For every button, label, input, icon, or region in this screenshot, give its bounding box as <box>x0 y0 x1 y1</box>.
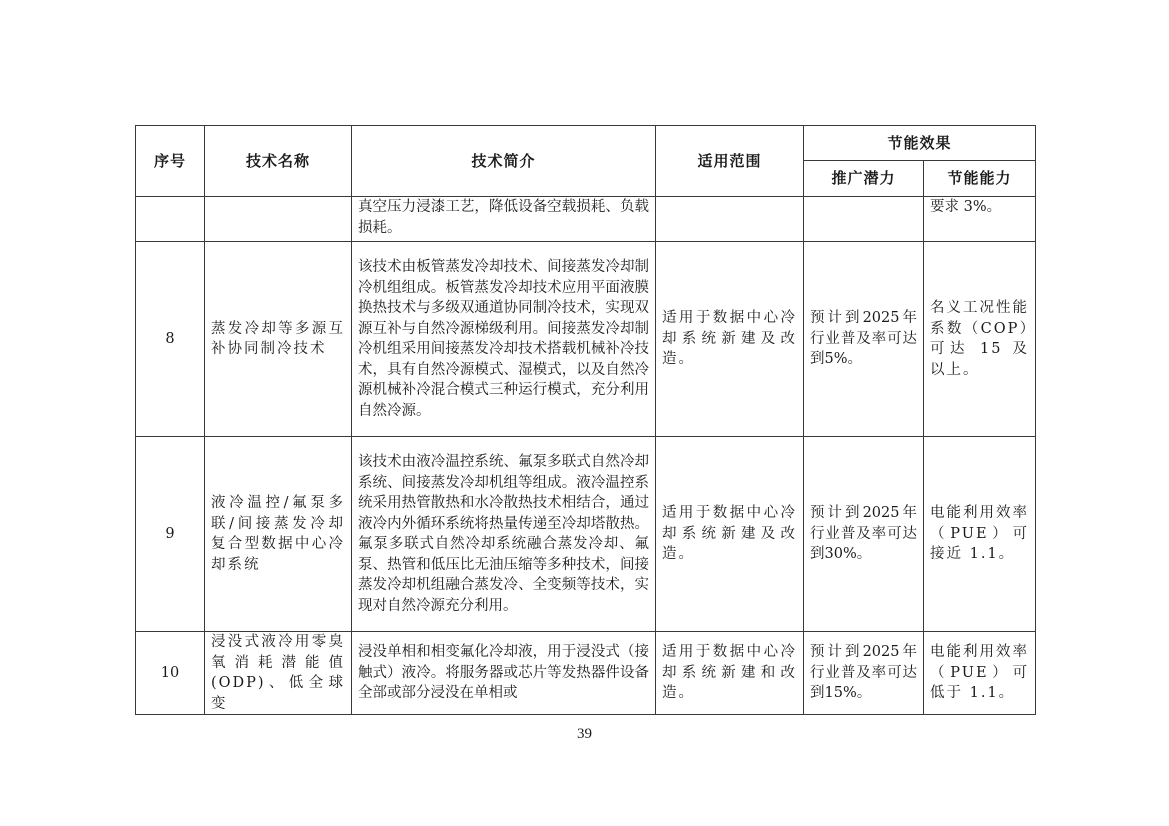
cell-saving-capability: 要求 3%。 <box>924 197 1036 242</box>
cell-applicable-scope: 适用于数据中心冷却系统新建和改造。 <box>656 632 804 715</box>
cell-serial-number: 8 <box>136 242 205 437</box>
cell-applicable-scope: 适用于数据中心冷却系统新建及改造。 <box>656 242 804 437</box>
cell-applicable-scope: 适用于数据中心冷却系统新建及改造。 <box>656 437 804 632</box>
page-number: 39 <box>577 726 592 742</box>
cell-saving-capability: 名义工况性能系数（COP）可达 15 及以上。 <box>924 242 1036 437</box>
cell-technology-intro: 该技术由液冷温控系统、氟泵多联式自然冷却系统、间接蒸发冷却机组等组成。液冷温控系统采用热管散热和水冷散热技术相结合，通过液冷内外循环系统将热量传递至冷却塔散热。氟泵多联式自然冷却系统融合蒸发冷却、氟泵、热管和低压比无油压缩等多种技术，间接蒸发冷却机组融合蒸发冷、全变频等技术，实现对自然冷源充分利用。 <box>352 437 656 632</box>
table-row <box>136 632 1036 715</box>
header-promotion-potential: 推广潜力 <box>804 161 924 197</box>
cell-technology-name: 浸没式液冷用零臭氧消耗潜能值(ODP)、低全球变 <box>205 632 352 715</box>
cell-serial-number: 10 <box>136 632 205 715</box>
cell-technology-intro: 真空压力浸漆工艺，降低设备空载损耗、负载损耗。 <box>352 197 656 242</box>
header-serial-number: 序号 <box>136 126 205 197</box>
header-energy-saving-effect: 节能效果 <box>804 126 1036 161</box>
energy-saving-technology-table <box>135 125 1036 715</box>
cell-technology-name: 液冷温控/氟泵多联/间接蒸发冷却复合型数据中心冷却系统 <box>205 437 352 632</box>
header-technology-intro: 技术简介 <box>352 126 656 197</box>
cell-technology-name: 蒸发冷却等多源互补协同制冷技术 <box>205 242 352 437</box>
cell-promotion-potential: 预计到2025年行业普及率可达到15%。 <box>804 632 924 715</box>
cell-promotion-potential: 预计到2025年行业普及率可达到30%。 <box>804 437 924 632</box>
table-row <box>136 437 1036 632</box>
cell-serial-number: 9 <box>136 437 205 632</box>
header-saving-capability: 节能能力 <box>924 161 1036 197</box>
cell-serial-number <box>136 197 205 242</box>
cell-technology-name <box>205 197 352 242</box>
cell-saving-capability: 电能利用效率（PUE）可低于 1.1。 <box>924 632 1036 715</box>
table-row <box>136 242 1036 437</box>
cell-technology-intro: 浸没单相和相变氟化冷却液，用于浸没式（接触式）液冷。将服务器或芯片等发热器件设备全部或部分浸没在单相或 <box>352 632 656 715</box>
header-technology-name: 技术名称 <box>205 126 352 197</box>
table-row <box>136 197 1036 242</box>
cell-promotion-potential: 预计到2025年行业普及率可达到5%。 <box>804 242 924 437</box>
cell-saving-capability: 电能利用效率（PUE）可接近 1.1。 <box>924 437 1036 632</box>
header-applicable-scope: 适用范围 <box>656 126 804 197</box>
cell-applicable-scope <box>656 197 804 242</box>
cell-promotion-potential <box>804 197 924 242</box>
cell-technology-intro: 该技术由板管蒸发冷却技术、间接蒸发冷却制冷机组组成。板管蒸发冷却技术应用平面液膜换热技术与多级双通道协同制冷技术，实现双源互补与自然冷源梯级利用。间接蒸发冷却制冷机组采用间接蒸发冷却技术搭载机械补冷技术，具有自然冷源模式、湿模式，以及自然冷源机械补冷混合模式三种运行模式，充分利用自然冷源。 <box>352 242 656 437</box>
